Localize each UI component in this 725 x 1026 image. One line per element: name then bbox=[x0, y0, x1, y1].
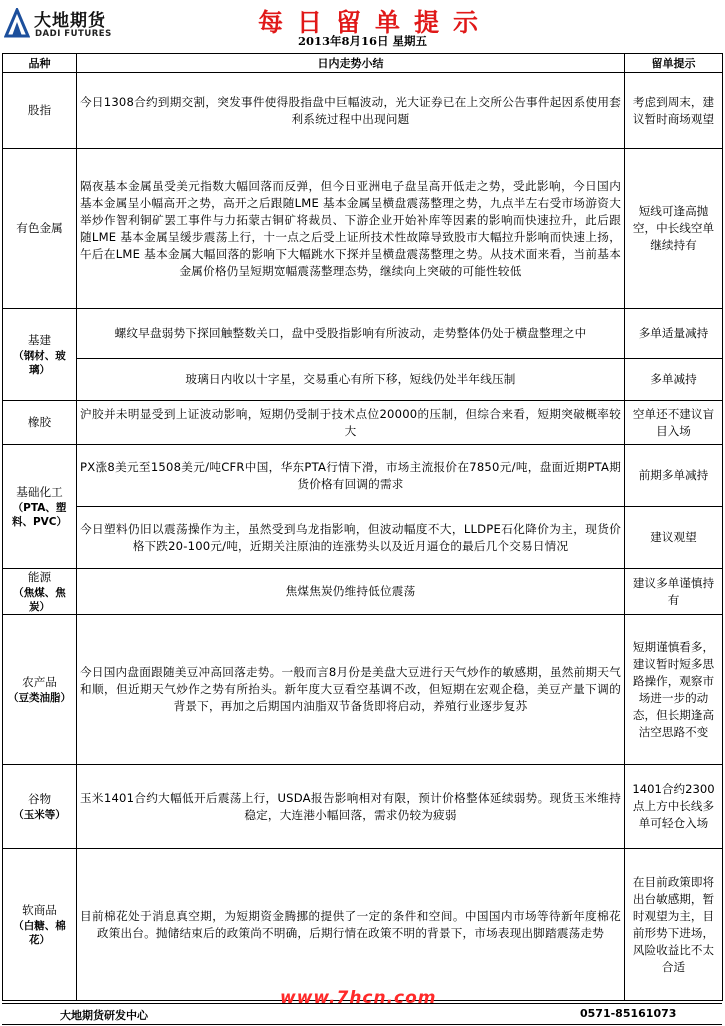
category-name: 软商品 bbox=[22, 903, 57, 917]
col-header-category: 品种 bbox=[3, 54, 77, 73]
table-row bbox=[3, 615, 723, 765]
category-cell bbox=[3, 73, 77, 149]
footer-research-center: 大地期货研发中心 bbox=[60, 1009, 148, 1022]
summary-cell: 沪胶并未明显受到上证波动影响，短期仍受制于技术点位20000的压制，但综合来看，短期突破概率较大 bbox=[77, 401, 625, 445]
category-subtitle: （PTA、塑料、PVC） bbox=[11, 502, 68, 528]
category-cell bbox=[3, 309, 77, 401]
category-subtitle: （白糖、棉花） bbox=[13, 920, 66, 946]
table-row bbox=[3, 149, 723, 309]
category-name: 基建 bbox=[27, 333, 52, 347]
footer-watermark-link[interactable]: www.7hcn.com bbox=[280, 988, 437, 1008]
col-header-summary: 日内走势小结 bbox=[77, 54, 625, 73]
category-cell bbox=[3, 401, 77, 445]
summary-cell: 今日1308合约到期交割，突发事件使得股指盘中巨幅波动，光大证券已在上交所公告事件起因系使用套利系统过程中出现问题 bbox=[77, 73, 625, 149]
table-row bbox=[3, 507, 723, 569]
summary-cell: 玉米1401合约大幅低开后震荡上行，USDA报告影响相对有限，预计价格整体延续弱势。现货玉米维持稳定，大连港小幅回落，需求仍较为疲弱 bbox=[77, 765, 625, 849]
table-row bbox=[3, 765, 723, 849]
page-footer bbox=[2, 988, 722, 1025]
category-subtitle: （玉米等） bbox=[13, 809, 66, 821]
category-cell bbox=[3, 849, 77, 1001]
page-title: 每日留单提示 bbox=[257, 8, 492, 37]
tip-cell: 短期谨慎看多，建议暂时短多思路操作，观察市场进一步的动态，但长期逢高沽空思路不变 bbox=[625, 615, 723, 765]
logo-english-name: DADI FUTURES bbox=[35, 29, 112, 39]
summary-cell: 隔夜基本金属虽受美元指数大幅回落而反弹，但今日亚洲电子盘呈高开低走之势，受此影响，今日国内基本金属呈小幅高开之势，高开之后跟随LME 基本金属呈横盘震荡整理之势，九点半左右受市场游资大举炒作智利铜矿罢工事件与力拓蒙古铜矿将裁员、下游企业开始补库等因素的影响而快速拉升，此后跟随LME 基本金属呈缓步震荡上行，十一点之后受上证所技术性故障导致股市大幅拉升影响而快速上扬，午后在LME 基本金属大幅回落的影响下大幅跳水下探并呈横盘震荡整理之势。从技术面来看，当前基本金属价格仍呈短期宽幅震荡整理态势，继续向上突破的可能性较低 bbox=[77, 149, 625, 309]
tip-cell: 多单适量减持 bbox=[625, 309, 723, 359]
table-header-row bbox=[3, 54, 723, 73]
category-name: 有色金属 bbox=[16, 221, 63, 235]
tip-cell: 空单还不建议盲目入场 bbox=[625, 401, 723, 445]
summary-cell: 目前棉花处于消息真空期，为短期资金腾挪的提供了一定的条件和空间。中国国内市场等待新年度棉花政策出台。抛储结束后的政策尚不明确，后期行情在政策不明的背景下，市场表现出脚踏震荡走势 bbox=[77, 849, 625, 1001]
table-row bbox=[3, 569, 723, 615]
page-header bbox=[0, 0, 725, 52]
tip-cell: 1401合约2300点上方中长线多单可轻仓入场 bbox=[625, 765, 723, 849]
col-header-tip: 留单提示 bbox=[625, 54, 723, 73]
tip-cell: 短线可逢高抛空，中长线空单继续持有 bbox=[625, 149, 723, 309]
table-row bbox=[3, 73, 723, 149]
category-subtitle: （焦煤、焦炭） bbox=[13, 587, 66, 613]
tip-cell: 建议多单谨慎持有 bbox=[625, 569, 723, 615]
table-row bbox=[3, 309, 723, 359]
table-row bbox=[3, 445, 723, 507]
tip-cell: 前期多单减持 bbox=[625, 445, 723, 507]
category-cell bbox=[3, 765, 77, 849]
tip-cell: 建议观望 bbox=[625, 507, 723, 569]
daily-tips-table bbox=[2, 53, 723, 1001]
summary-cell: 今日国内盘面跟随美豆冲高回落走势。一般而言8月份是美盘大豆进行天气炒作的敏感期，虽然前期天气和顺，但近期天气炒作之势有所抬头。新年度大豆看空基调不改，但短期在宏观企稳，美豆产量下调的背景下，再加之后期国内油脂双节备货即将启动，养殖行业逐步复苏 bbox=[77, 615, 625, 765]
summary-cell: 焦煤焦炭仍维持低位震荡 bbox=[77, 569, 625, 615]
summary-cell: PX涨8美元至1508美元/吨CFR中国，华东PTA行情下滑，市场主流报价在7850元/吨，盘面近期PTA期货价格有回调的需求 bbox=[77, 445, 625, 507]
category-subtitle: （钢材、玻璃） bbox=[13, 350, 66, 376]
category-name: 农产品 bbox=[22, 675, 57, 689]
logo-chinese-name: 大地期货 bbox=[34, 11, 106, 31]
category-name: 基础化工 bbox=[16, 485, 63, 499]
summary-cell: 螺纹早盘弱势下探回触整数关口，盘中受股指影响有所波动，走势整体仍处于横盘整理之中 bbox=[77, 309, 625, 359]
category-subtitle: （豆类油脂） bbox=[8, 692, 71, 704]
table-row bbox=[3, 401, 723, 445]
category-cell bbox=[3, 445, 77, 569]
category-cell bbox=[3, 615, 77, 765]
category-cell bbox=[3, 149, 77, 309]
category-name: 橡胶 bbox=[27, 415, 52, 429]
report-date: 2013年8月16日 星期五 bbox=[297, 34, 427, 48]
tip-cell: 多单减持 bbox=[625, 359, 723, 401]
summary-cell: 今日塑料仍旧以震荡操作为主，虽然受到乌龙指影响，但波动幅度不大，LLDPE石化降价为主，现货价格下跌20-100元/吨，近期关注原油的连涨势头以及近月逼仓的最后几个交易日情况 bbox=[77, 507, 625, 569]
tip-cell: 考虑到周末，建议暂时商场观望 bbox=[625, 73, 723, 149]
category-name: 股指 bbox=[27, 103, 52, 117]
table-row bbox=[3, 359, 723, 401]
footer-phone: 0571-85161073 bbox=[580, 1007, 677, 1020]
summary-cell: 玻璃日内收以十字星，交易重心有所下移，短线仍处半年线压制 bbox=[77, 359, 625, 401]
category-cell bbox=[3, 569, 77, 615]
category-name: 谷物 bbox=[27, 792, 52, 806]
table-row bbox=[3, 849, 723, 1001]
category-name: 能源 bbox=[27, 570, 52, 584]
tip-cell: 在目前政策即将出台敏感期，暂时观望为主，目前形势下进场，风险收益比不太合适 bbox=[625, 849, 723, 1001]
